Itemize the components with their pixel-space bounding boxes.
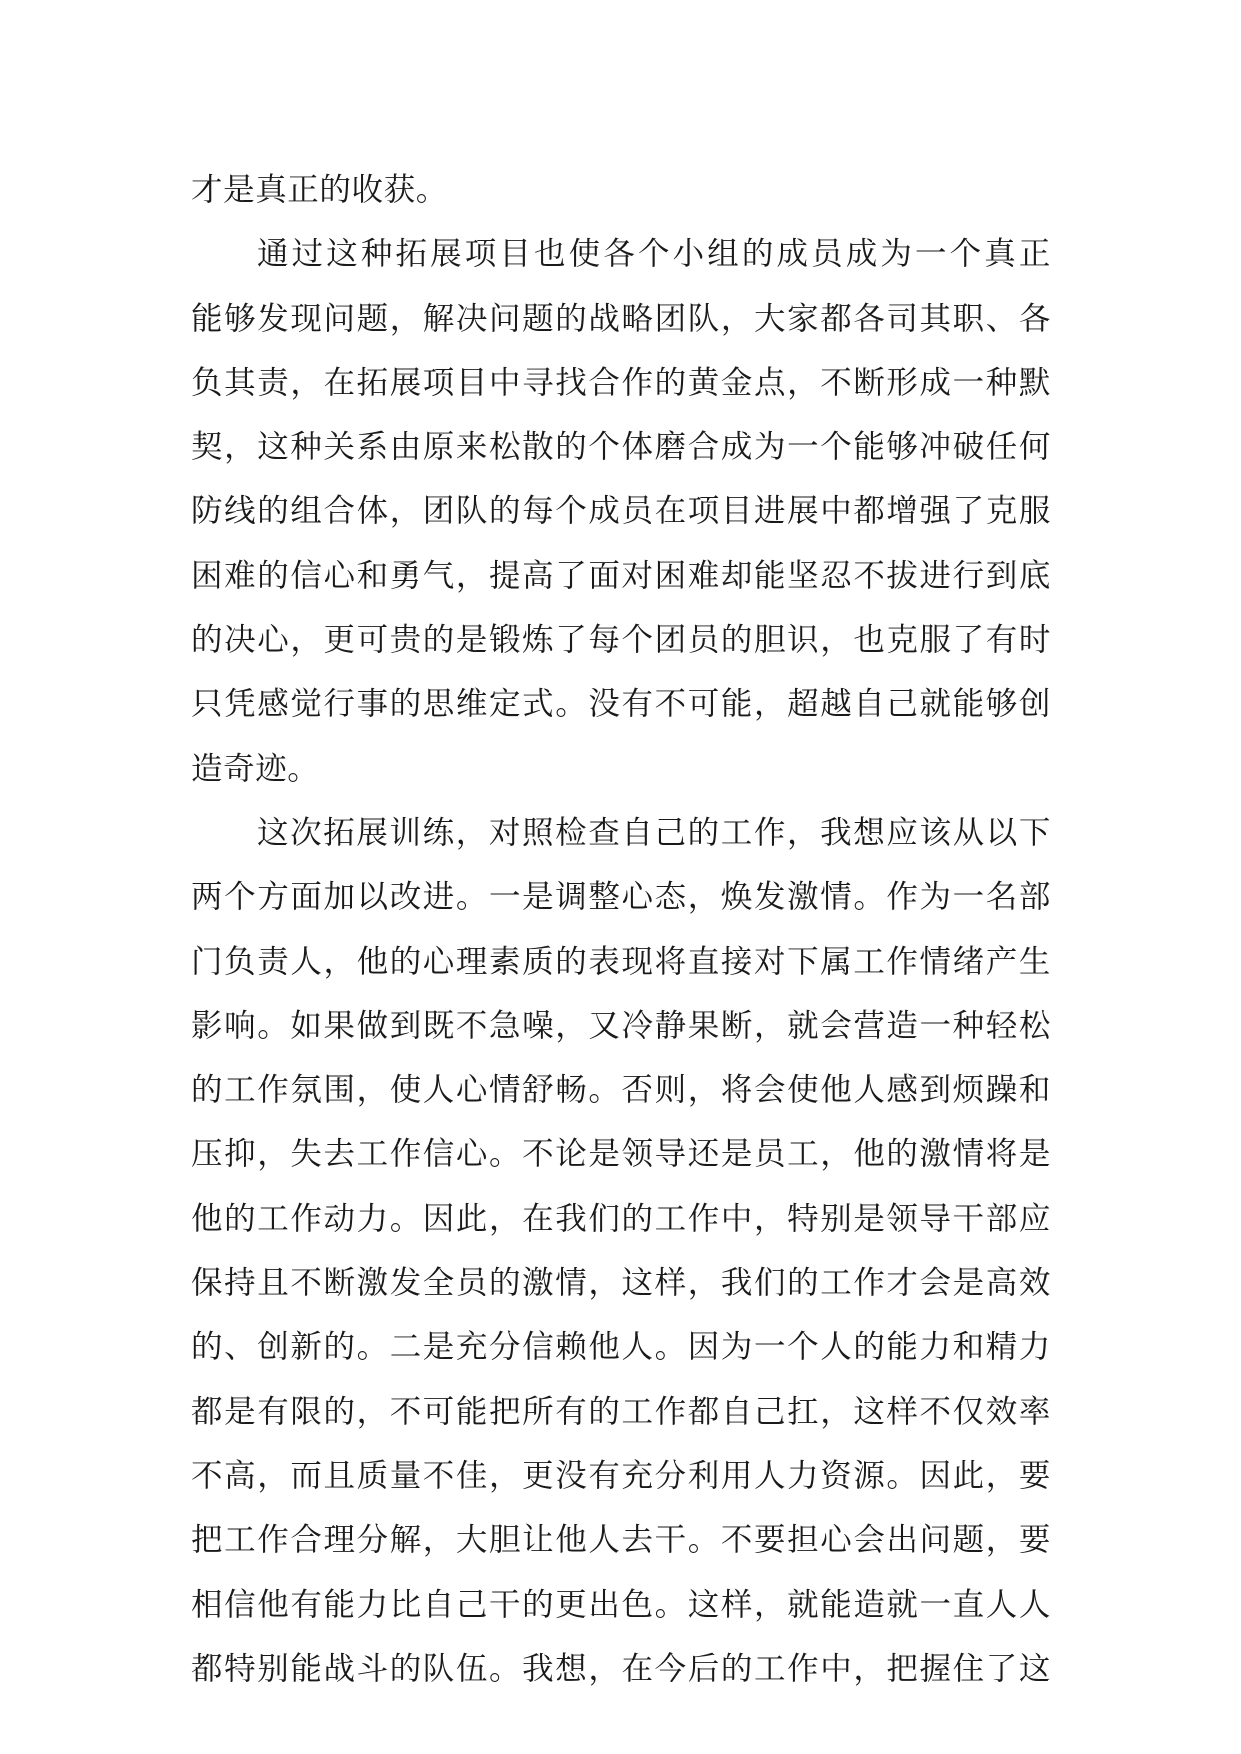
text-line: 压抑，失去工作信心。不论是领导还是员工，他的激情将是 xyxy=(191,1136,1051,1173)
text-line: 造奇迹。 xyxy=(191,750,320,787)
text-line: 的工作氛围，使人心情舒畅。否则，将会使他人感到烦躁和 xyxy=(191,1072,1051,1109)
text-line: 两个方面加以改进。一是调整心态，焕发激情。作为一名部 xyxy=(191,879,1051,916)
text-line: 都特别能战斗的队伍。我想，在今后的工作中，把握住了这 xyxy=(191,1650,1051,1687)
text-line: 才是真正的收获。 xyxy=(191,172,448,208)
text-line: 只凭感觉行事的思维定式。没有不可能，超越自己就能够创 xyxy=(191,686,1051,723)
text-line: 的、创新的。二是充分信赖他人。因为一个人的能力和精力 xyxy=(191,1329,1051,1366)
text-line: 不高，而且质量不佳，更没有充分利用人力资源。因此，要 xyxy=(191,1457,1051,1494)
body-text xyxy=(191,158,1051,1701)
text-line: 能够发现问题，解决问题的战略团队，大家都各司其职、各 xyxy=(191,300,1051,337)
text-line: 负其责，在拓展项目中寻找合作的黄金点，不断形成一种默 xyxy=(191,364,1051,401)
text-line: 保持且不断激发全员的激情，这样，我们的工作才会是高效 xyxy=(191,1265,1051,1302)
paragraph-first-line: 通过这种拓展项目也使各个小组的成员成为一个真正 xyxy=(257,236,1051,273)
text-line: 影响。如果做到既不急噪，又冷静果断，就会营造一种轻松 xyxy=(191,1007,1051,1044)
text-line: 的决心，更可贵的是锻炼了每个团员的胆识，也克服了有时 xyxy=(191,622,1051,659)
text-line: 困难的信心和勇气，提高了面对困难却能坚忍不拔进行到底 xyxy=(191,557,1051,594)
text-line: 把工作合理分解，大胆让他人去干。不要担心会出问题，要 xyxy=(191,1522,1051,1559)
text-line: 门负责人，他的心理素质的表现将直接对下属工作情绪产生 xyxy=(191,943,1051,980)
paragraph-first-line: 这次拓展训练，对照检查自己的工作，我想应该从以下 xyxy=(257,814,1051,851)
text-line: 防线的组合体，团队的每个成员在项目进展中都增强了克服 xyxy=(191,493,1051,530)
text-line: 他的工作动力。因此，在我们的工作中，特别是领导干部应 xyxy=(191,1200,1051,1237)
text-line: 相信他有能力比自己干的更出色。这样，就能造就一直人人 xyxy=(191,1586,1051,1623)
text-line: 契，这种关系由原来松散的个体磨合成为一个能够冲破任何 xyxy=(191,429,1051,466)
text-line: 都是有限的，不可能把所有的工作都自己扛，这样不仅效率 xyxy=(191,1393,1051,1430)
